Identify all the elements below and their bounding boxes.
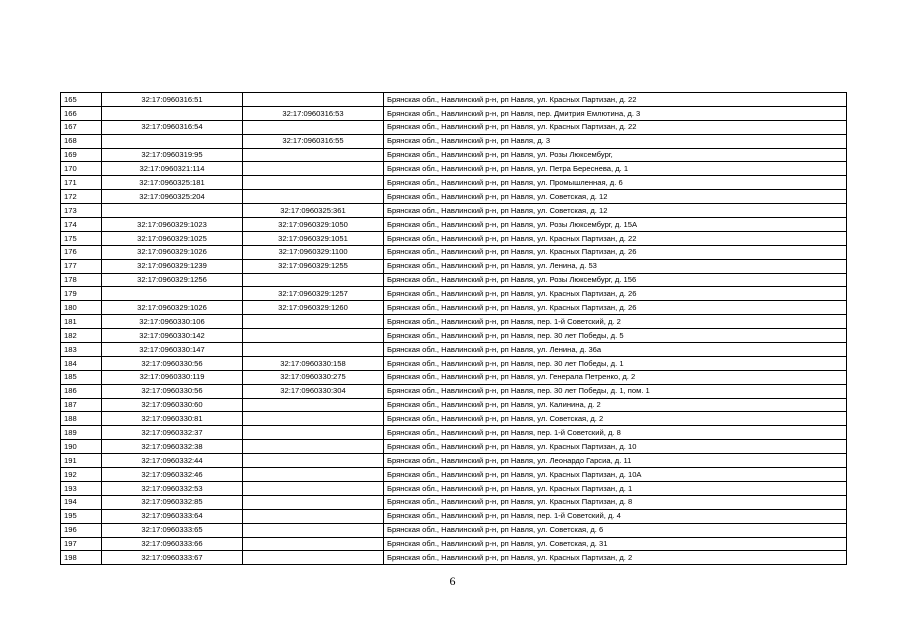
building-cadastral-number-cell: 32:17:0960330:158 — [243, 356, 384, 370]
row-number-cell: 182 — [61, 329, 102, 343]
property-table — [60, 92, 847, 565]
table-row — [61, 148, 847, 162]
table-row — [61, 93, 847, 107]
building-cadastral-number-cell — [243, 190, 384, 204]
address-cell: Брянская обл., Навлинский р-н, рп Навля, ул. Генерала Петренко, д. 2 — [384, 370, 847, 384]
row-number-cell: 198 — [61, 551, 102, 565]
cadastral-number-cell: 32:17:0960332:53 — [102, 481, 243, 495]
table-row — [61, 356, 847, 370]
building-cadastral-number-cell — [243, 176, 384, 190]
cadastral-number-cell: 32:17:0960325:181 — [102, 176, 243, 190]
cadastral-number-cell: 32:17:0960330:60 — [102, 398, 243, 412]
address-cell: Брянская обл., Навлинский р-н, рп Навля, ул. Розы Люксембург, д. 156 — [384, 273, 847, 287]
cadastral-number-cell: 32:17:0960329:1239 — [102, 259, 243, 273]
building-cadastral-number-cell — [243, 551, 384, 565]
row-number-cell: 165 — [61, 93, 102, 107]
row-number-cell: 176 — [61, 245, 102, 259]
cadastral-number-cell: 32:17:0960333:65 — [102, 523, 243, 537]
row-number-cell: 177 — [61, 259, 102, 273]
table-row — [61, 343, 847, 357]
address-cell: Брянская обл., Навлинский р-н, рп Навля, ул. Петра Береснева, д. 1 — [384, 162, 847, 176]
address-cell: Брянская обл., Навлинский р-н, рп Навля, ул. Красных Партизан, д. 26 — [384, 301, 847, 315]
building-cadastral-number-cell — [243, 93, 384, 107]
building-cadastral-number-cell — [243, 343, 384, 357]
building-cadastral-number-cell: 32:17:0960329:1260 — [243, 301, 384, 315]
row-number-cell: 190 — [61, 440, 102, 454]
cadastral-number-cell: 32:17:0960329:1026 — [102, 301, 243, 315]
row-number-cell: 175 — [61, 231, 102, 245]
table-row — [61, 218, 847, 232]
cadastral-number-cell: 32:17:0960333:67 — [102, 551, 243, 565]
table-row — [61, 301, 847, 315]
cadastral-number-cell: 32:17:0960319:95 — [102, 148, 243, 162]
table-row — [61, 523, 847, 537]
row-number-cell: 185 — [61, 370, 102, 384]
row-number-cell: 180 — [61, 301, 102, 315]
row-number-cell: 172 — [61, 190, 102, 204]
table-row — [61, 231, 847, 245]
address-cell: Брянская обл., Навлинский р-н, рп Навля, пер. 30 лет Победы, д. 5 — [384, 329, 847, 343]
row-number-cell: 168 — [61, 134, 102, 148]
building-cadastral-number-cell: 32:17:0960316:55 — [243, 134, 384, 148]
building-cadastral-number-cell — [243, 412, 384, 426]
cadastral-number-cell: 32:17:0960316:51 — [102, 93, 243, 107]
address-cell: Брянская обл., Навлинский р-н, рп Навля, пер. 30 лет Победы, д. 1, пом. 1 — [384, 384, 847, 398]
table-row — [61, 537, 847, 551]
address-cell: Брянская обл., Навлинский р-н, рп Навля, ул. Красных Партизан, д. 8 — [384, 495, 847, 509]
building-cadastral-number-cell — [243, 523, 384, 537]
table-row — [61, 273, 847, 287]
table-row — [61, 551, 847, 565]
cadastral-number-cell: 32:17:0960321:114 — [102, 162, 243, 176]
building-cadastral-number-cell — [243, 148, 384, 162]
table-row — [61, 426, 847, 440]
cadastral-number-cell: 32:17:0960316:54 — [102, 120, 243, 134]
cadastral-number-cell — [102, 134, 243, 148]
row-number-cell: 196 — [61, 523, 102, 537]
address-cell: Брянская обл., Навлинский р-н, рп Навля, пер. Дмитрия Емлютина, д. 3 — [384, 106, 847, 120]
building-cadastral-number-cell — [243, 440, 384, 454]
table-row — [61, 370, 847, 384]
building-cadastral-number-cell — [243, 426, 384, 440]
cadastral-number-cell: 32:17:0960330:56 — [102, 384, 243, 398]
row-number-cell: 166 — [61, 106, 102, 120]
row-number-cell: 170 — [61, 162, 102, 176]
table-row — [61, 315, 847, 329]
row-number-cell: 179 — [61, 287, 102, 301]
cadastral-number-cell: 32:17:0960330:106 — [102, 315, 243, 329]
table-row — [61, 106, 847, 120]
address-cell: Брянская обл., Навлинский р-н, рп Навля, ул. Советская, д. 2 — [384, 412, 847, 426]
row-number-cell: 191 — [61, 454, 102, 468]
table-row — [61, 454, 847, 468]
building-cadastral-number-cell: 32:17:0960329:1100 — [243, 245, 384, 259]
row-number-cell: 186 — [61, 384, 102, 398]
table-row — [61, 259, 847, 273]
row-number-cell: 193 — [61, 481, 102, 495]
table-body — [61, 93, 847, 565]
address-cell: Брянская обл., Навлинский р-н, рп Навля, ул. Советская, д. 31 — [384, 537, 847, 551]
table-row — [61, 176, 847, 190]
row-number-cell: 167 — [61, 120, 102, 134]
building-cadastral-number-cell — [243, 120, 384, 134]
table-row — [61, 245, 847, 259]
table-row — [61, 134, 847, 148]
building-cadastral-number-cell — [243, 454, 384, 468]
cadastral-number-cell: 32:17:0960330:119 — [102, 370, 243, 384]
cadastral-number-cell: 32:17:0960332:38 — [102, 440, 243, 454]
address-cell: Брянская обл., Навлинский р-н, рп Навля, ул. Советская, д. 12 — [384, 204, 847, 218]
building-cadastral-number-cell — [243, 329, 384, 343]
address-cell: Брянская обл., Навлинский р-н, рп Навля, д. 3 — [384, 134, 847, 148]
address-cell: Брянская обл., Навлинский р-н, рп Навля, ул. Красных Партизан, д. 26 — [384, 245, 847, 259]
table-row — [61, 120, 847, 134]
building-cadastral-number-cell: 32:17:0960316:53 — [243, 106, 384, 120]
address-cell: Брянская обл., Навлинский р-н, рп Навля, ул. Красных Партизан, д. 22 — [384, 93, 847, 107]
table-row — [61, 509, 847, 523]
cadastral-number-cell: 32:17:0960332:46 — [102, 468, 243, 482]
address-cell: Брянская обл., Навлинский р-н, рп Навля, ул. Калинина, д. 2 — [384, 398, 847, 412]
table-row — [61, 190, 847, 204]
building-cadastral-number-cell: 32:17:0960329:1051 — [243, 231, 384, 245]
address-cell: Брянская обл., Навлинский р-н, рп Навля, ул. Розы Люксембург, д. 15А — [384, 218, 847, 232]
address-cell: Брянская обл., Навлинский р-н, рп Навля, пер. 1-й Советский, д. 4 — [384, 509, 847, 523]
row-number-cell: 173 — [61, 204, 102, 218]
row-number-cell: 174 — [61, 218, 102, 232]
building-cadastral-number-cell — [243, 509, 384, 523]
table-row — [61, 204, 847, 218]
address-cell: Брянская обл., Навлинский р-н, рп Навля, ул. Советская, д. 12 — [384, 190, 847, 204]
address-cell: Брянская обл., Навлинский р-н, рп Навля, пер. 1-й Советский, д. 2 — [384, 315, 847, 329]
address-cell: Брянская обл., Навлинский р-н, рп Навля, ул. Красных Партизан, д. 10А — [384, 468, 847, 482]
row-number-cell: 187 — [61, 398, 102, 412]
cadastral-number-cell: 32:17:0960329:1256 — [102, 273, 243, 287]
building-cadastral-number-cell: 32:17:0960329:1257 — [243, 287, 384, 301]
cadastral-number-cell: 32:17:0960329:1025 — [102, 231, 243, 245]
row-number-cell: 194 — [61, 495, 102, 509]
table-row — [61, 287, 847, 301]
building-cadastral-number-cell — [243, 315, 384, 329]
table-row — [61, 481, 847, 495]
building-cadastral-number-cell: 32:17:0960330:304 — [243, 384, 384, 398]
cadastral-number-cell: 32:17:0960333:66 — [102, 537, 243, 551]
table-row — [61, 440, 847, 454]
cadastral-number-cell — [102, 204, 243, 218]
cadastral-number-cell: 32:17:0960332:85 — [102, 495, 243, 509]
address-cell: Брянская обл., Навлинский р-н, рп Навля, ул. Промышленная, д. 6 — [384, 176, 847, 190]
address-cell: Брянская обл., Навлинский р-н, рп Навля, ул. Красных Партизан, д. 2 — [384, 551, 847, 565]
cadastral-number-cell: 32:17:0960330:81 — [102, 412, 243, 426]
address-cell: Брянская обл., Навлинский р-н, рп Навля, ул. Леонардо Гарсиа, д. 11 — [384, 454, 847, 468]
cadastral-number-cell: 32:17:0960330:56 — [102, 356, 243, 370]
row-number-cell: 192 — [61, 468, 102, 482]
cadastral-number-cell: 32:17:0960333:64 — [102, 509, 243, 523]
cadastral-number-cell — [102, 287, 243, 301]
row-number-cell: 184 — [61, 356, 102, 370]
table-row — [61, 329, 847, 343]
cadastral-number-cell: 32:17:0960329:1023 — [102, 218, 243, 232]
building-cadastral-number-cell — [243, 398, 384, 412]
row-number-cell: 181 — [61, 315, 102, 329]
address-cell: Брянская обл., Навлинский р-н, рп Навля, ул. Ленина, д. 53 — [384, 259, 847, 273]
address-cell: Брянская обл., Навлинский р-н, рп Навля, ул. Розы Люксембург, — [384, 148, 847, 162]
row-number-cell: 178 — [61, 273, 102, 287]
building-cadastral-number-cell: 32:17:0960329:1050 — [243, 218, 384, 232]
row-number-cell: 195 — [61, 509, 102, 523]
building-cadastral-number-cell: 32:17:0960330:275 — [243, 370, 384, 384]
address-cell: Брянская обл., Навлинский р-н, рп Навля, ул. Красных Партизан, д. 1 — [384, 481, 847, 495]
address-cell: Брянская обл., Навлинский р-н, рп Навля, ул. Красных Партизан, д. 22 — [384, 231, 847, 245]
building-cadastral-number-cell — [243, 495, 384, 509]
table-row — [61, 468, 847, 482]
row-number-cell: 171 — [61, 176, 102, 190]
cadastral-number-cell: 32:17:0960332:44 — [102, 454, 243, 468]
building-cadastral-number-cell: 32:17:0960325:361 — [243, 204, 384, 218]
address-cell: Брянская обл., Навлинский р-н, рп Навля, ул. Красных Партизан, д. 22 — [384, 120, 847, 134]
building-cadastral-number-cell — [243, 468, 384, 482]
address-cell: Брянская обл., Навлинский р-н, рп Навля, ул. Красных Партизан, д. 26 — [384, 287, 847, 301]
address-cell: Брянская обл., Навлинский р-н, рп Навля, пер. 30 лет Победы, д. 1 — [384, 356, 847, 370]
table-row — [61, 495, 847, 509]
table-row — [61, 384, 847, 398]
address-cell: Брянская обл., Навлинский р-н, рп Навля, ул. Красных Партизан, д. 10 — [384, 440, 847, 454]
row-number-cell: 169 — [61, 148, 102, 162]
cadastral-number-cell: 32:17:0960330:147 — [102, 343, 243, 357]
building-cadastral-number-cell — [243, 481, 384, 495]
building-cadastral-number-cell — [243, 273, 384, 287]
row-number-cell: 188 — [61, 412, 102, 426]
cadastral-number-cell: 32:17:0960329:1026 — [102, 245, 243, 259]
building-cadastral-number-cell: 32:17:0960329:1255 — [243, 259, 384, 273]
address-cell: Брянская обл., Навлинский р-н, рп Навля, пер. 1-й Советский, д. 8 — [384, 426, 847, 440]
building-cadastral-number-cell — [243, 537, 384, 551]
address-cell: Брянская обл., Навлинский р-н, рп Навля, ул. Советская, д. 6 — [384, 523, 847, 537]
row-number-cell: 189 — [61, 426, 102, 440]
page-number: 6 — [449, 574, 456, 588]
building-cadastral-number-cell — [243, 162, 384, 176]
row-number-cell: 183 — [61, 343, 102, 357]
table-row — [61, 412, 847, 426]
cadastral-number-cell: 32:17:0960330:142 — [102, 329, 243, 343]
cadastral-number-cell: 32:17:0960332:37 — [102, 426, 243, 440]
cadastral-number-cell: 32:17:0960325:204 — [102, 190, 243, 204]
table-row — [61, 398, 847, 412]
cadastral-number-cell — [102, 106, 243, 120]
address-cell: Брянская обл., Навлинский р-н, рп Навля, ул. Ленина, д. 36а — [384, 343, 847, 357]
table-row — [61, 162, 847, 176]
row-number-cell: 197 — [61, 537, 102, 551]
